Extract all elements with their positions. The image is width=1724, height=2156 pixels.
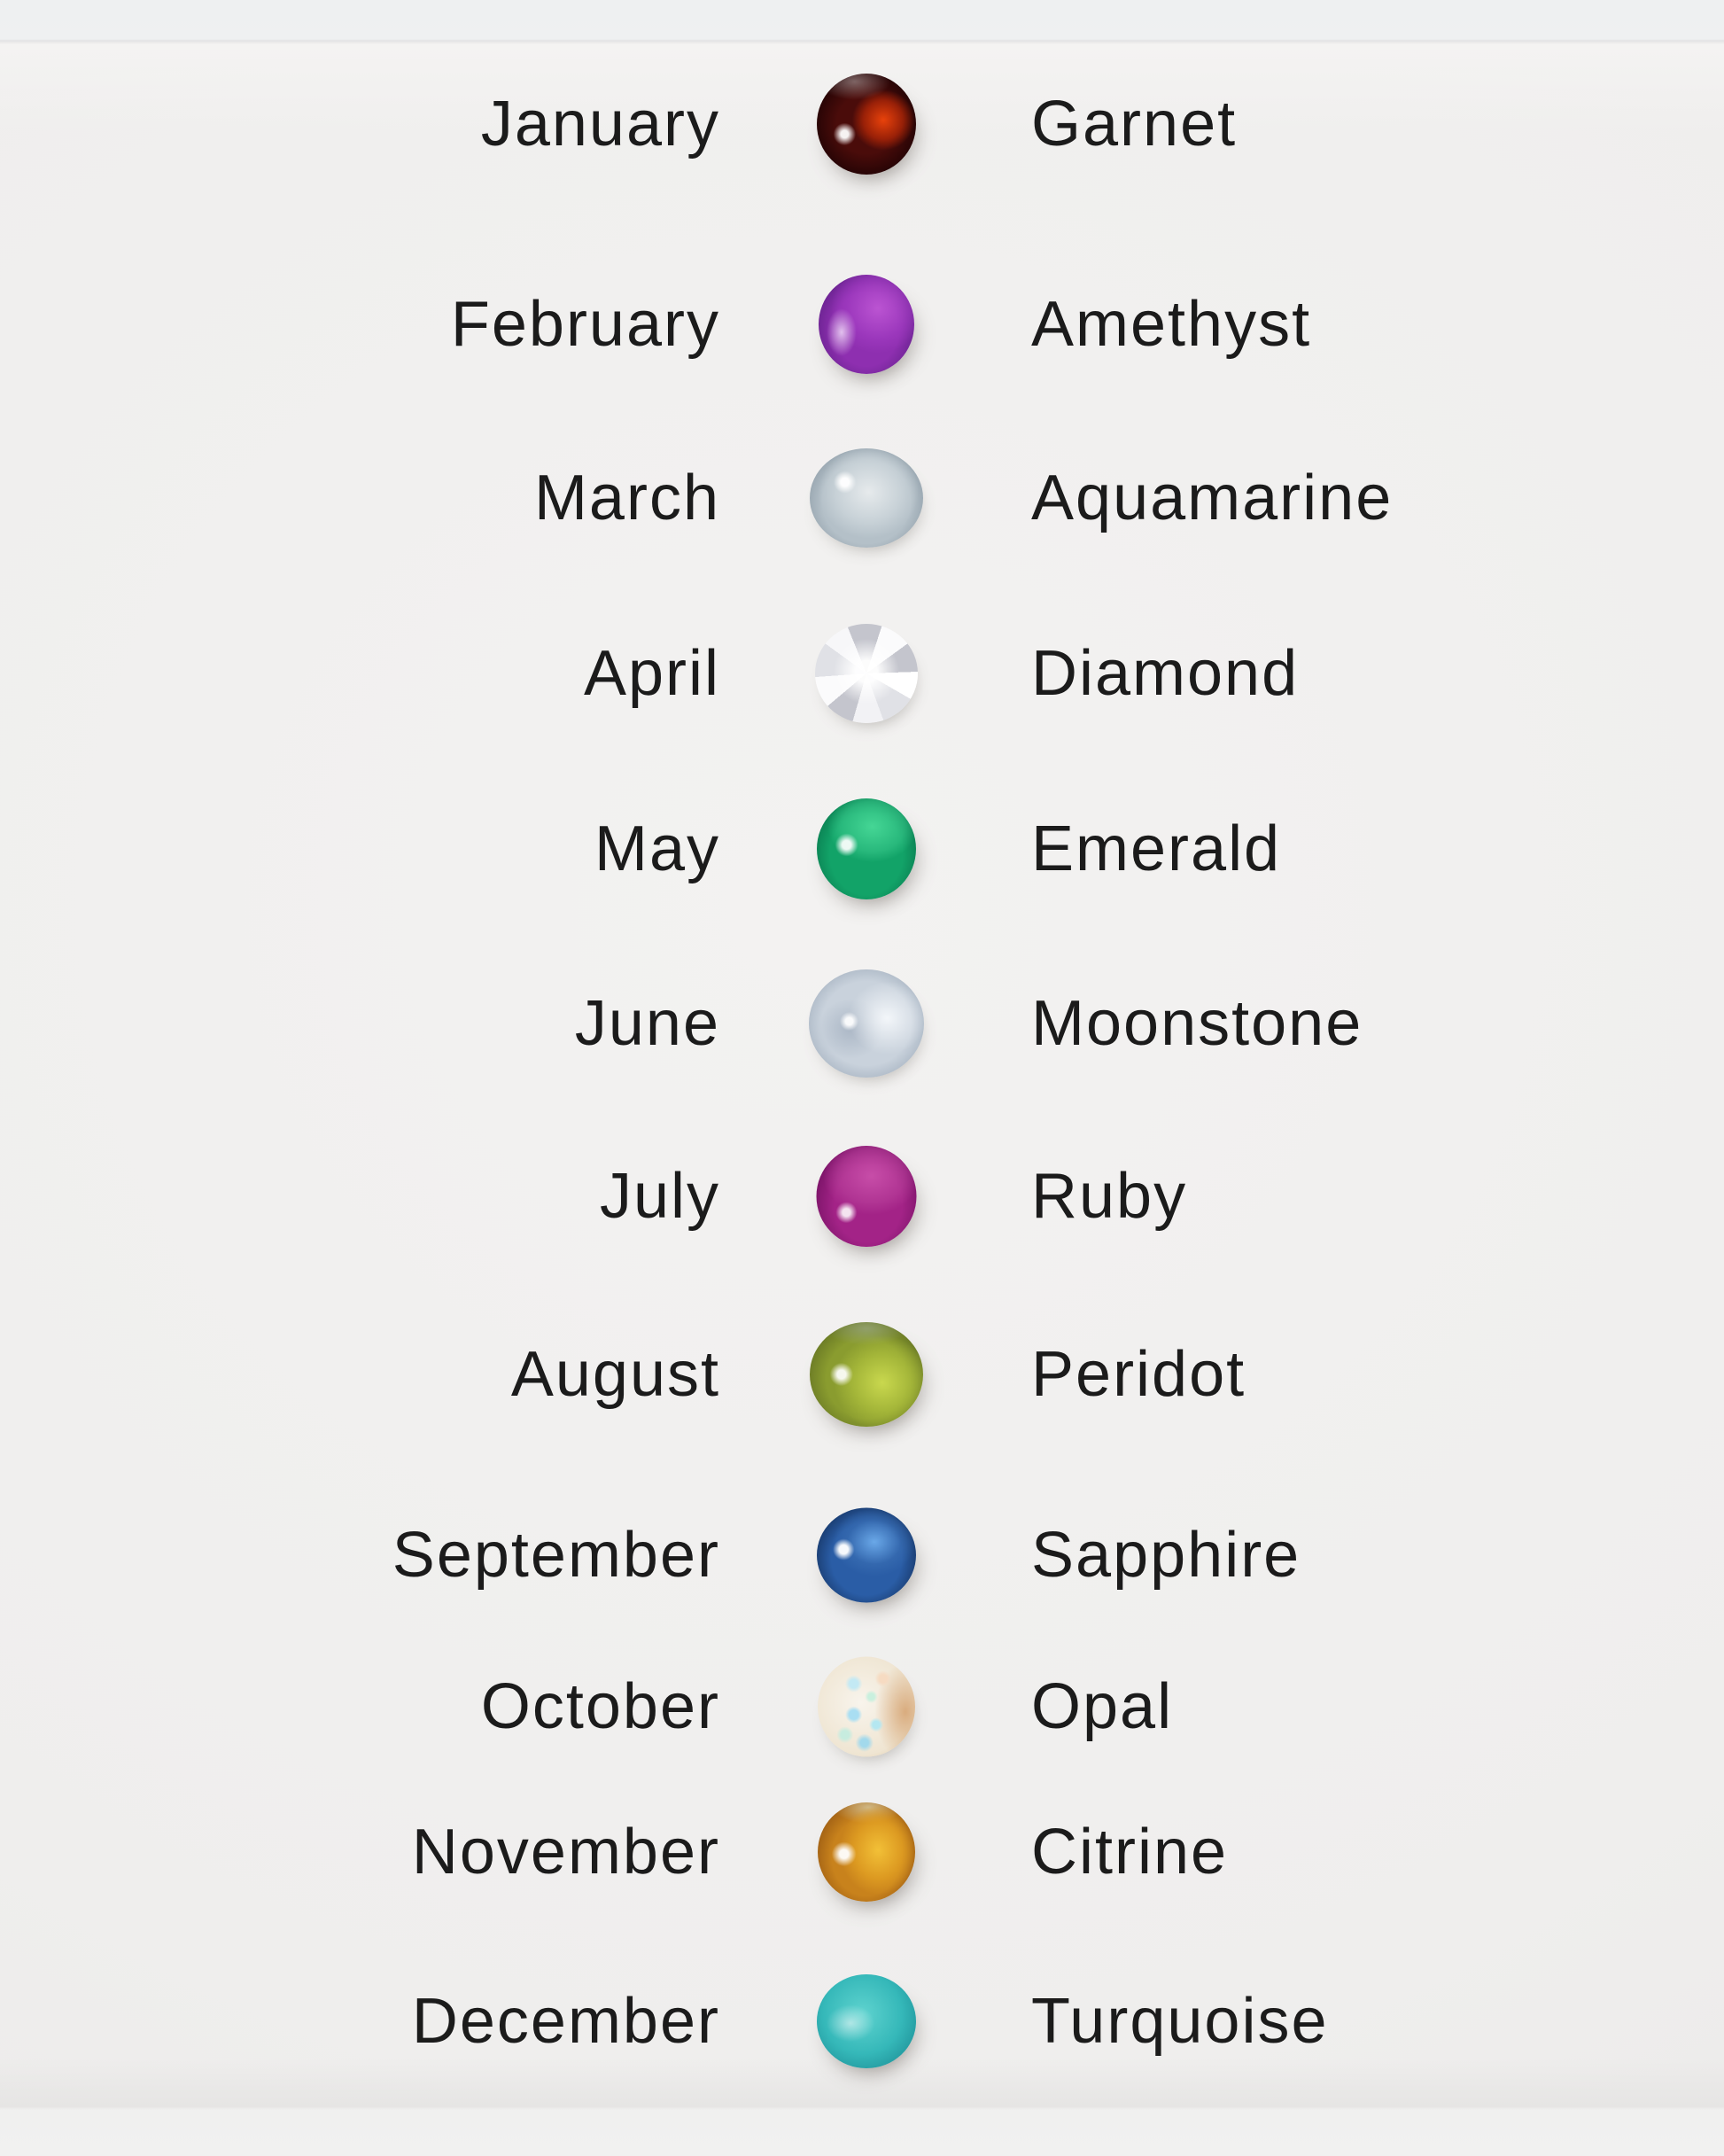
citrine-gem (818, 1802, 915, 1902)
gem-name-amethyst: Amethyst (1031, 289, 1312, 360)
month-label-july: July (599, 1161, 720, 1232)
month-label-december: December (411, 1986, 720, 2057)
month-label-october: October (480, 1671, 720, 1742)
gem-name-moonstone: Moonstone (1031, 988, 1363, 1059)
month-label-november: November (411, 1817, 720, 1887)
moonstone-gem (809, 969, 924, 1078)
gem-name-opal: Opal (1031, 1671, 1174, 1742)
month-label-march: March (533, 463, 720, 533)
gem-name-diamond: Diamond (1031, 638, 1300, 709)
gem-name-turquoise: Turquoise (1031, 1986, 1329, 2057)
sapphire-gem (817, 1508, 916, 1603)
gem-name-sapphire: Sapphire (1031, 1520, 1301, 1591)
gem-name-ruby: Ruby (1031, 1161, 1188, 1232)
aquamarine-gem (810, 448, 923, 548)
peridot-gem (810, 1322, 923, 1427)
month-label-february: February (450, 289, 720, 360)
gem-name-emerald: Emerald (1031, 813, 1282, 884)
month-label-september: September (392, 1520, 720, 1591)
amethyst-gem (819, 275, 914, 374)
month-label-june: June (574, 988, 720, 1059)
garnet-gem (817, 74, 916, 175)
gem-name-peridot: Peridot (1031, 1339, 1246, 1410)
gem-name-citrine: Citrine (1031, 1817, 1229, 1887)
month-label-january: January (480, 89, 720, 160)
diamond-gem (815, 624, 918, 723)
month-label-april: April (583, 638, 720, 709)
opal-gem (818, 1657, 915, 1757)
emerald-gem (817, 798, 916, 899)
turquoise-gem (817, 1974, 916, 2068)
month-label-august: August (510, 1339, 720, 1410)
month-label-may: May (594, 813, 720, 884)
gem-name-aquamarine: Aquamarine (1031, 463, 1394, 533)
ruby-gem (817, 1146, 917, 1247)
gem-name-garnet: Garnet (1031, 89, 1238, 160)
